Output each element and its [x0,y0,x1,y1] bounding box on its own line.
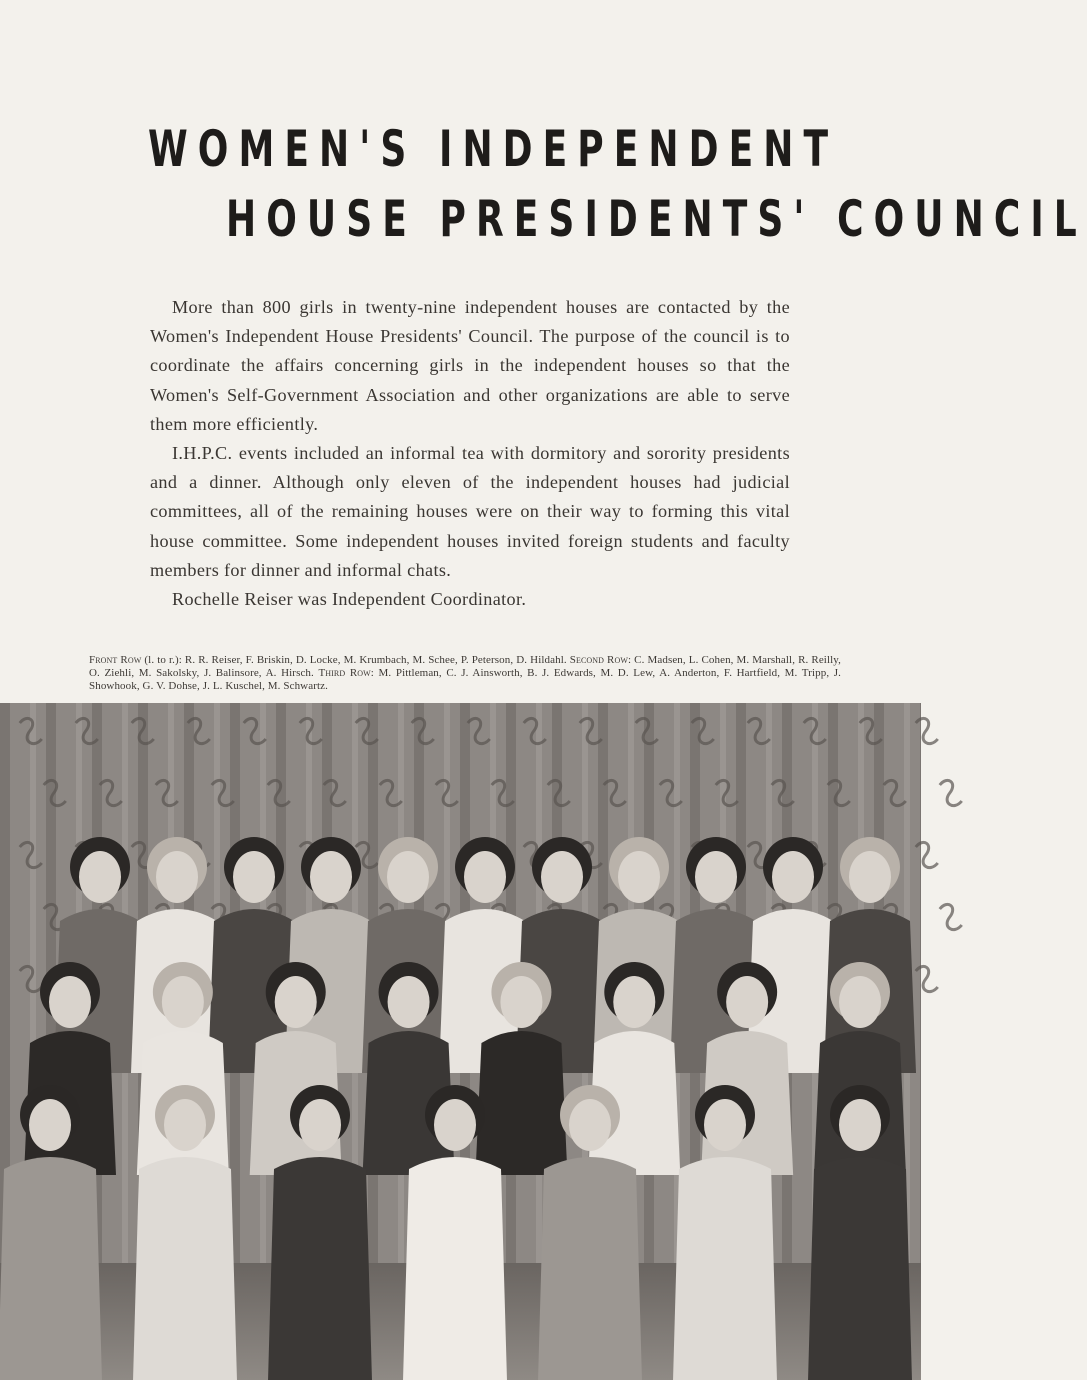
caption-third-row-names: : M. Pittleman, C. J. Ainsworth, B. J. Edwards, M. D. Lew, A. Anderton, F. Hartfield, M. Tripp, J. Showhook, G. V. Dohse, J. L. Kuschel, M. Schwartz. [89,667,841,693]
page-title-line-1: WOMEN'S INDEPENDENT [148,120,839,178]
group-photo-icon [0,703,921,1380]
article-body [150,293,790,614]
caption-second-row-label: Second Row [569,654,628,666]
article-paragraph: More than 800 girls in twenty-nine independent houses are contacted by the Women's Independent House Presidents' Council. The purpose of the council is to coordinate the affairs concerning girls in the independent houses so that the Women's Self-Government Association and other organizations are able to serve them more efficiently. [150,297,790,434]
caption-front-row-names: (l. to r.): R. R. Reiser, F. Briskin, D. Locke, M. Krumbach, M. Schee, P. Peterson, D. Hildahl. [141,654,570,666]
page-title-line-2: HOUSE PRESIDENTS' COUNCIL [226,190,1087,248]
group-photo [0,703,921,1380]
article-paragraph: Rochelle Reiser was Independent Coordinator. [172,589,527,610]
caption-second-row-names: : C. Madsen, L. Cohen, M. Marshall, R. Reilly, O. Ziehli, M. Sakolsky, J. Balinsore, A. Hirsch. [89,654,842,680]
caption-front-row-label: Front Row [89,654,142,666]
photo-caption [89,654,841,694]
caption-third-row-label: Third Row [318,667,371,680]
article-paragraph: I.H.P.C. events included an informal tea with dormitory and sorority presidents and a dinner. Although only eleven of the independent houses had judicial committees, all of the remaining houses were on their way to forming this vital house committee. Some independent houses invited foreign students and faculty members for dinner and informal chats. [150,443,790,580]
